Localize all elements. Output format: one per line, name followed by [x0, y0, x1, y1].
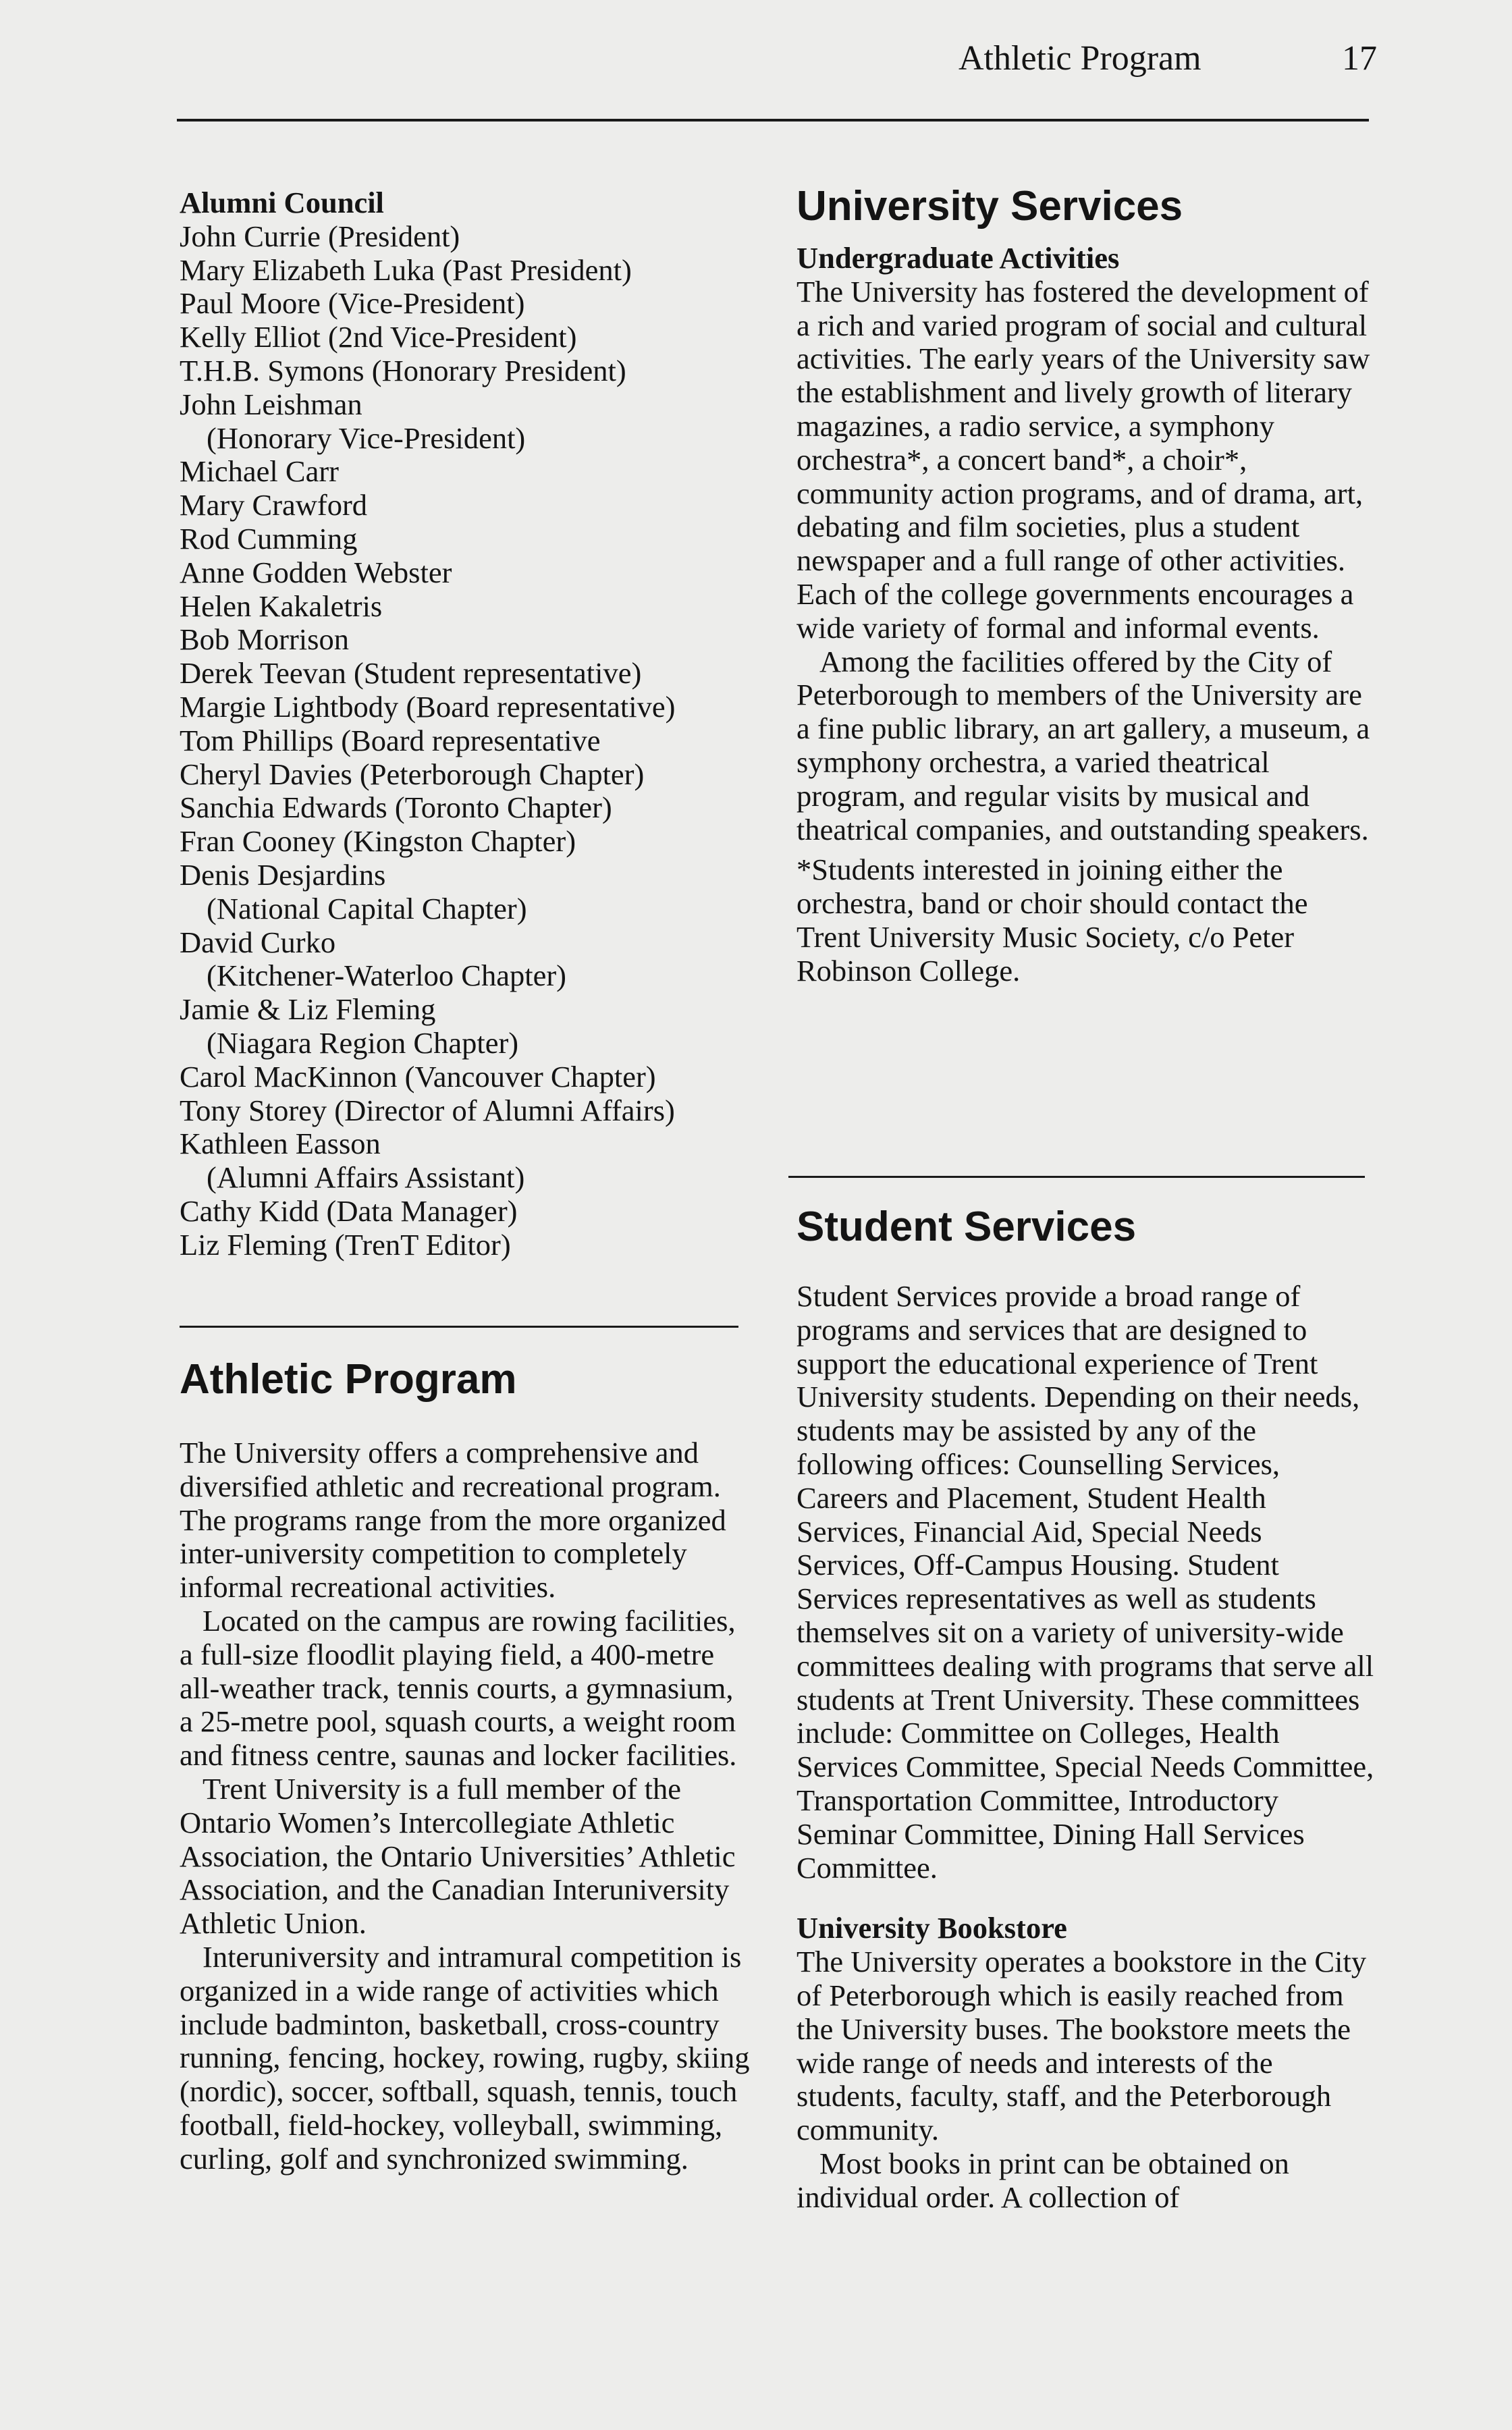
student-services-paragraph: Student Services provide a broad range of programs and services that are designed to support the educational experience of Trent University students. Depending on their needs, students may be assisted by any of the following offices: Counselling Services, Careers and Placement, Student Health Services, Financial Aid, Special Needs Services, Off-Campus Housing. Student Services representatives as well as students themselves sit on a variety of university-wide committees dealing with programs that serve all students at Trent University. These committees include: Committee on Colleges, Health Services Committee, Special Needs Committee, Transportation Committee, Introductory Seminar Committee, Dining Hall Services Committee. — [796, 1279, 1374, 1885]
alumni-council-heading: Alumni Council — [180, 186, 384, 219]
header-rule — [177, 119, 1369, 122]
university-services-heading: University Services — [796, 183, 1183, 230]
athletic-paragraph: Interuniversity and intramural competition is organized in a wide range of activities which include badminton, basketball, cross-country running, fencing, hockey, rowing, rugby, skiing (nordic), soccer, softball, squash, tennis, touch football, field-hockey, volleyball, swimming, curling, golf and synchronized swimming. — [180, 1939, 750, 2176]
university-services-section — [796, 181, 1377, 988]
university-services-footnote: *Students interested in joining either the orchestra, band or choir should contact the Trent University Music Society, c/o Peter Robinson College. — [796, 853, 1308, 988]
alumni-council-section — [180, 186, 753, 1262]
page-number: 17 — [1342, 39, 1377, 78]
alumni-council-line: Tom Phillips (Board representative — [180, 723, 601, 757]
athletic-paragraph: Trent University is a full member of the Ontario Women’s Intercollegiate Athletic Association, the Ontario Universities’ Athletic Association, and the Canadian Interuniversity Athletic Union. — [180, 1771, 736, 1941]
alumni-council-line: (Kitchener-Waterloo Chapter) — [207, 959, 566, 993]
section-divider — [180, 1326, 738, 1328]
student-services-heading: Student Services — [796, 1204, 1137, 1250]
alumni-council-line: Tony Storey (Director of Alumni Affairs) — [180, 1093, 675, 1127]
running-header — [959, 35, 1377, 82]
alumni-council-line: David Curko — [180, 925, 336, 959]
alumni-council-line: Cathy Kidd (Data Manager) — [180, 1193, 518, 1228]
alumni-council-line: John Currie (President) — [180, 219, 460, 253]
alumni-council-line: Jamie & Liz Fleming — [180, 992, 436, 1027]
running-header-title: Athletic Program — [959, 39, 1202, 78]
alumni-council-line: (National Capital Chapter) — [207, 891, 527, 925]
university-services-paragraph: The University has fostered the development of a rich and varied program of social and cultural activities. The early years of the University saw the establishment and lively growth of literary magazines, a radio service, a symphony orchestra*, a concert band*, a choir*, community action programs, and of drama, art, debating and film societies, plus a student newspaper and a full range of other activities. Each of the college governments encourages a wide variety of formal and informal events. — [796, 274, 1370, 645]
alumni-council-line: (Honorary Vice-President) — [207, 421, 526, 455]
undergraduate-activities-subheading: Undergraduate Activities — [796, 241, 1120, 275]
athletic-paragraph: The University offers a comprehensive and diversified athletic and recreational program. The programs range from the more organized inter-university competition to completely informal recreational activities. — [180, 1436, 726, 1604]
alumni-council-line: Liz Fleming (TrenT Editor) — [180, 1227, 511, 1262]
student-services-section — [796, 1202, 1377, 2215]
section-divider — [788, 1176, 1365, 1178]
athletic-program-heading: Athletic Program — [180, 1356, 517, 1403]
alumni-council-line: Cheryl Davies (Peterborough Chapter) — [180, 757, 645, 791]
alumni-council-line: T.H.B. Symons (Honorary President) — [180, 353, 626, 387]
university-bookstore-subheading: University Bookstore — [796, 1911, 1067, 1945]
alumni-council-line: Anne Godden Webster — [180, 555, 452, 589]
alumni-council-line: Sanchia Edwards (Toronto Chapter) — [180, 790, 612, 825]
alumni-council-line: Denis Desjardins — [180, 857, 386, 892]
alumni-council-line: Michael Carr — [180, 454, 339, 489]
alumni-council-line: Derek Teevan (Student representative) — [180, 656, 642, 691]
alumni-council-line: Kathleen Easson — [180, 1127, 381, 1161]
university-services-paragraph: Among the facilities offered by the City of Peterborough to members of the University are a fine public library, an art gallery, a museum, a symphony orchestra, a varied theatrical program, and regular visits by musical and theatrical companies, and outstanding speakers. — [796, 644, 1370, 846]
bookstore-paragraph: Most books in print can be obtained on individual order. A collection of — [796, 2146, 1289, 2214]
alumni-council-line: Mary Crawford — [180, 488, 368, 522]
alumni-council-line: Carol MacKinnon (Vancouver Chapter) — [180, 1059, 656, 1094]
alumni-council-line: (Niagara Region Chapter) — [207, 1025, 519, 1060]
athletic-paragraph: Located on the campus are rowing facilities, a full-size floodlit playing field, a 400-metre all-weather track, tennis courts, a gymnasium, a 25-metre pool, squash courts, a weight room and fitness centre, saunas and locker facilities. — [180, 1603, 737, 1773]
alumni-council-line: Mary Elizabeth Luka (Past President) — [180, 252, 632, 287]
alumni-council-line: Fran Cooney (Kingston Chapter) — [180, 824, 576, 859]
alumni-council-line: Rod Cumming — [180, 521, 358, 556]
alumni-council-line: Kelly Elliot (2nd Vice-President) — [180, 320, 577, 354]
alumni-council-line: Paul Moore (Vice-President) — [180, 286, 525, 321]
alumni-council-line: (Alumni Affairs Assistant) — [207, 1160, 525, 1195]
bookstore-paragraph: The University operates a bookstore in the City of Peterborough which is easily reached from the University buses. The bookstore meets the wide range of needs and interests of the students, faculty, staff, and the Peterborough community. — [796, 1945, 1367, 2147]
athletic-program-section — [180, 1354, 753, 2176]
alumni-council-line: Bob Morrison — [180, 622, 349, 657]
alumni-council-line: John Leishman — [180, 387, 362, 421]
alumni-council-line: Margie Lightbody (Board representative) — [180, 689, 676, 724]
alumni-council-line: Helen Kakaletris — [180, 589, 383, 623]
